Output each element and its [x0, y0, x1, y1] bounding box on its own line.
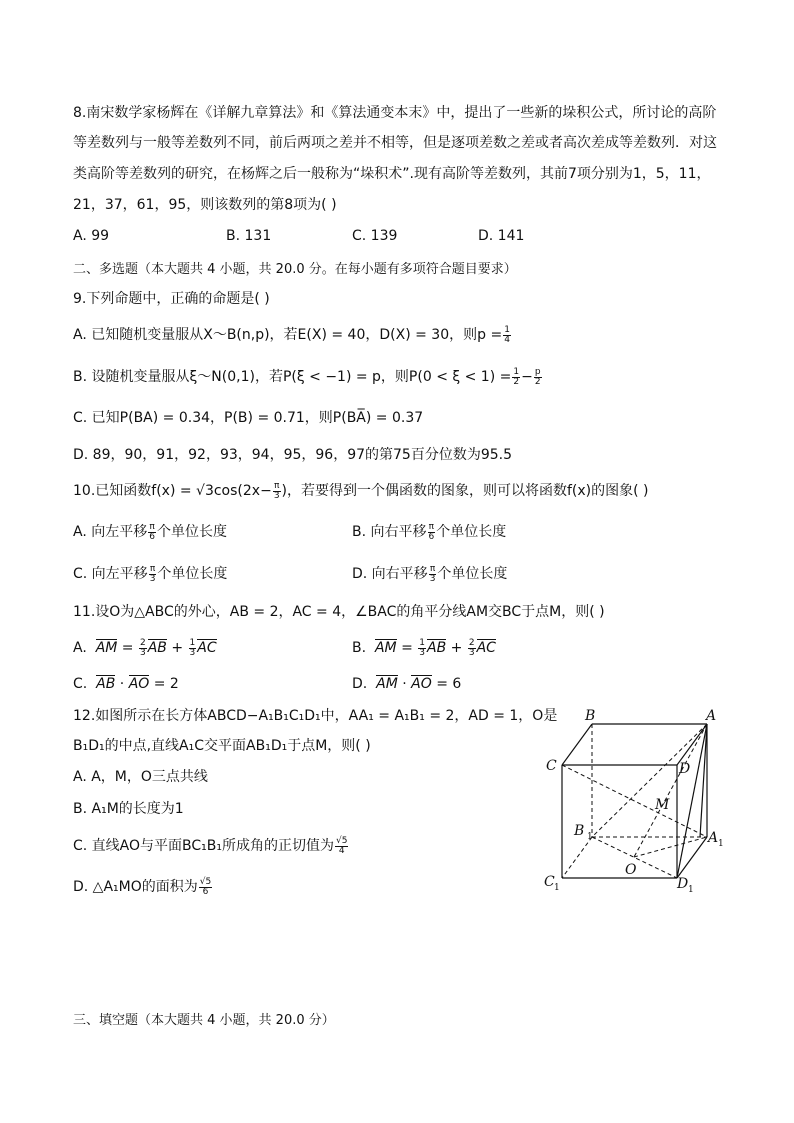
q9-option-c: C. 已知P(BA) = 0.34，P(B) = 0.71，则P(BA̅) = 0.37	[73, 410, 424, 426]
denominator: 3	[419, 647, 425, 658]
equals-sign: =	[396, 640, 418, 656]
fraction	[429, 565, 437, 584]
fraction	[149, 565, 157, 584]
denominator: 6	[202, 886, 209, 897]
option-label: B.	[352, 640, 367, 656]
q8-option-c: C. 139	[352, 228, 398, 244]
q9-stem: 9.下列命题中，正确的命题是( )	[73, 291, 270, 307]
vector-am: AM	[95, 640, 118, 656]
vector-ao: AO	[128, 676, 150, 692]
dot-operator: ·	[115, 676, 129, 692]
fraction	[503, 326, 511, 345]
q10-option-d-unit: 个单位长度	[437, 566, 508, 582]
q10-option-d-prefix: D. 向右平移	[352, 566, 428, 582]
hidden-edge-b1c1	[562, 837, 592, 878]
minus-sign: −	[521, 369, 533, 385]
q8-line-4: 21，37，61，95，则该数列的第8项为( )	[73, 197, 337, 213]
q11-option-b	[352, 638, 496, 658]
fraction	[534, 368, 542, 387]
q11-option-a	[73, 638, 217, 658]
q9-option-a-text: A. 已知随机变量服从X～B(n,p)，若E(X) = 40，D(X) = 30，则p =	[73, 327, 503, 343]
option-label: A.	[73, 640, 87, 656]
fraction	[199, 878, 212, 897]
vector-ab: AB	[427, 640, 447, 656]
hidden-segment-ab1	[592, 724, 707, 837]
fraction	[273, 482, 281, 501]
q10-stem-part-1: 10.已知函数f(x) = √3cos(2x−	[73, 483, 272, 499]
q11-option-d	[352, 674, 461, 694]
numerator: 1	[504, 324, 510, 335]
denominator: 4	[338, 845, 345, 856]
vector-ao: AO	[411, 676, 432, 692]
q8-line-2: 等差数列与一般等差数列不同，前后两项之差并不相等，但是逐项差数之差或者高次差成等差数列．对这	[73, 135, 717, 151]
section-heading-fill-in: 三、填空题（本大题共 4 小题，共 20.0 分）	[73, 1013, 335, 1028]
plus-sign: +	[166, 640, 188, 656]
plus-sign: +	[446, 640, 467, 656]
q9-option-b-text: B. 设随机变量服从ξ～N(0,1)，若P(ξ < −1) = p，则P(0 < ξ < 1) =	[73, 369, 512, 385]
q12-option-c	[73, 836, 349, 856]
fraction	[468, 639, 476, 658]
label-d1: D	[677, 876, 689, 892]
numerator: π	[429, 563, 436, 574]
q12-line-1: 12.如图所示在长方体ABCD−A₁B₁C₁D₁中，AA₁ = A₁B₁ = 2，AD = 1，O是	[73, 708, 558, 724]
numerator: π	[149, 521, 155, 532]
q10-option-b	[352, 522, 506, 542]
q12-option-a: A. A，M，O三点共线	[73, 769, 208, 785]
label-o: O	[625, 862, 637, 878]
numerator: 1	[419, 637, 425, 648]
label-d: D	[679, 761, 691, 777]
option-label: D.	[352, 676, 368, 692]
denominator: 3	[468, 647, 475, 658]
fraction	[139, 639, 147, 658]
q10-option-a	[73, 522, 227, 542]
fraction	[189, 639, 197, 658]
label-b1: B	[574, 823, 585, 839]
label-c1: C	[544, 874, 555, 890]
q10-option-d	[352, 564, 507, 584]
fraction	[148, 523, 156, 542]
label-c: C	[546, 758, 557, 774]
edge-cb	[562, 724, 592, 765]
option-label: C.	[73, 676, 88, 692]
q8-option-b: B. 131	[226, 228, 272, 244]
q9-option-b	[73, 367, 543, 387]
vector-am: AM	[376, 676, 398, 692]
fraction	[335, 837, 348, 856]
numerator: 1	[513, 366, 520, 377]
q8-line-1: 8.南宋数学家杨辉在《详解九章算法》和《算法通变本末》中，提出了一些新的垛积公式，所讨论的高阶	[73, 105, 717, 121]
label-a1-subscript: 1	[718, 839, 724, 849]
equals-sign: =	[117, 640, 138, 656]
q10-option-a-unit: 个单位长度	[156, 524, 227, 540]
denominator: 2	[513, 376, 520, 387]
q11-stem: 11.设O为△ABC的外心，AB = 2，AC = 4，∠BAC的角平分线AM交BC于点M，则( )	[73, 604, 605, 620]
denominator: 3	[429, 573, 436, 584]
vector-ac: AC	[197, 640, 217, 656]
q10-stem-part-2: )，若要得到一个偶函数的图象，则可以将函数f(x)的图象( )	[281, 483, 649, 499]
numerator: 2	[139, 637, 146, 648]
fraction	[428, 523, 436, 542]
fraction	[512, 368, 520, 387]
cuboid-figure	[540, 702, 730, 894]
vector-ac: AC	[476, 640, 496, 656]
q11-option-c-tail: = 2	[149, 676, 179, 692]
q8-line-3: 类高阶等差数列的研究，在杨辉之后一般称为“垛积术”.现有高阶等差数列，其前7项分别为1，5，11，	[73, 166, 711, 182]
numerator: π	[149, 563, 156, 574]
numerator: √5	[199, 876, 212, 887]
q9-option-a	[73, 325, 512, 345]
q10-option-c	[73, 564, 227, 584]
numerator: π	[273, 480, 280, 491]
dot-operator: ·	[397, 676, 412, 692]
numerator: √5	[336, 835, 348, 846]
label-a: A	[706, 708, 717, 724]
q8-option-d: D. 141	[478, 228, 525, 244]
label-c1-subscript: 1	[554, 883, 560, 893]
q10-option-c-unit: 个单位长度	[157, 566, 228, 582]
fraction	[418, 639, 426, 658]
vector-am: AM	[374, 640, 397, 656]
q12-option-c-prefix: C. 直线AO与平面BC₁B₁所成角的正切值为	[73, 838, 334, 854]
hidden-segment-oa1	[634, 837, 707, 857]
denominator: 3	[149, 573, 156, 584]
q12-option-b: B. A₁M的长度为1	[73, 801, 184, 817]
q11-option-d-tail: = 6	[431, 676, 462, 692]
q8-option-a: A. 99	[73, 228, 110, 244]
denominator: 3	[139, 647, 146, 658]
label-a1: A	[708, 830, 719, 846]
numerator: 1	[189, 637, 196, 648]
q12-option-d	[73, 877, 213, 897]
q9-option-d: D. 89，90，91，92，93，94，95，96，97的第75百分位数为95.5	[73, 447, 512, 463]
numerator: π	[428, 521, 435, 532]
denominator: 2	[534, 376, 541, 387]
section-heading-multiple-choice: 二、多选题（本大题共 4 小题，共 20.0 分。在每小题有多项符合题目要求）	[73, 262, 517, 277]
q10-option-b-prefix: B. 向右平移	[352, 524, 427, 540]
vector-ab: AB	[147, 640, 167, 656]
q12-option-d-prefix: D. △A₁MO的面积为	[73, 879, 198, 895]
denominator: 4	[504, 334, 510, 345]
denominator: 3	[189, 647, 196, 658]
label-d1-subscript: 1	[688, 885, 694, 894]
vector-ab: AB	[96, 676, 116, 692]
q10-option-b-unit: 个单位长度	[436, 524, 507, 540]
q10-option-c-prefix: C. 向左平移	[73, 566, 148, 582]
numerator: p	[534, 366, 541, 377]
denominator: 3	[273, 490, 280, 501]
denominator: 6	[149, 531, 155, 542]
q10-option-a-prefix: A. 向左平移	[73, 524, 148, 540]
label-b: B	[585, 708, 596, 724]
label-b1-subscript: 1	[587, 832, 593, 842]
numerator: 2	[468, 637, 475, 648]
q10-stem	[73, 481, 649, 501]
q11-option-c	[73, 674, 179, 694]
label-m: M	[655, 797, 670, 813]
q12-line-2: B₁D₁的中点,直线A₁C交平面AB₁D₁于点M，则( )	[73, 738, 371, 754]
denominator: 6	[428, 531, 435, 542]
